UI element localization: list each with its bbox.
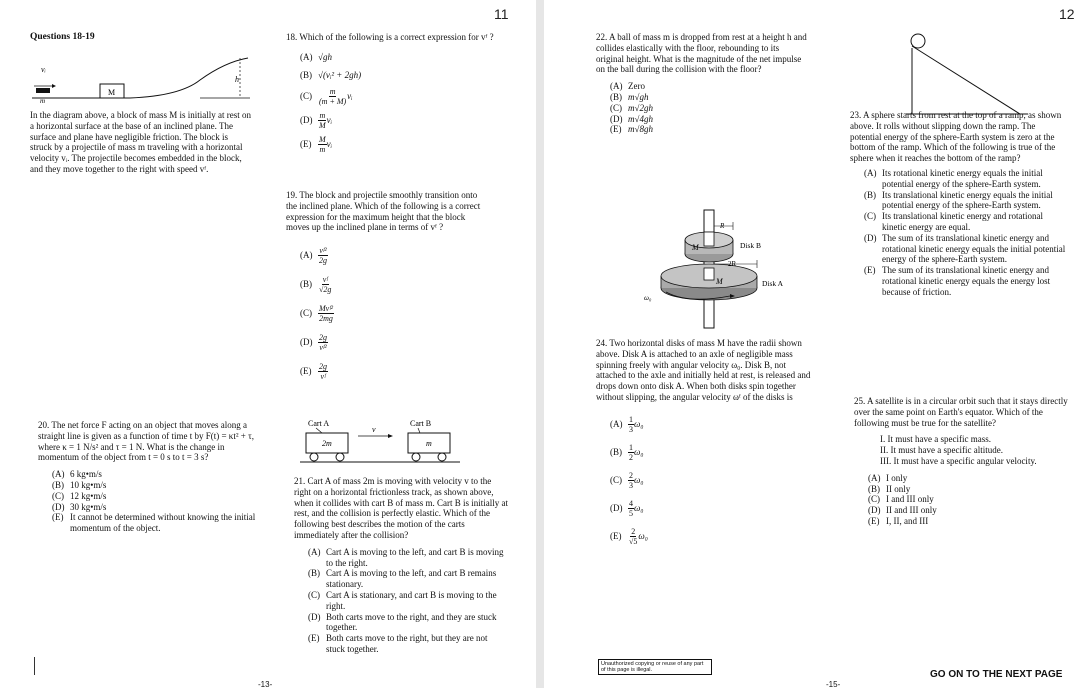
option-label: (E): [864, 265, 876, 276]
option-label: (D): [610, 113, 623, 124]
frac-num: 4: [629, 499, 633, 509]
page-footer-right: -15-: [826, 680, 841, 688]
option-text: m√4gh: [628, 113, 653, 124]
option-text: Its translational kinetic energy and rotational kinetic energy are equal.: [882, 211, 1044, 232]
frac-den: M: [319, 121, 326, 131]
page-number-right: 12: [1059, 6, 1075, 22]
block-ramp-diagram: [30, 50, 255, 105]
q25-option-d[interactable]: [868, 505, 1068, 516]
cart-b-mass: m: [426, 439, 432, 448]
frac-num: 1: [629, 415, 633, 425]
option-label: (A): [868, 472, 881, 483]
q19-option-e[interactable]: [300, 357, 486, 386]
omega0-label: ω₀: [644, 294, 652, 302]
option-label: (B): [610, 447, 622, 458]
q21-option-a[interactable]: [308, 547, 508, 569]
option-text: Both carts move to the right, but they are not stuck together.: [326, 633, 488, 654]
q20-option-a[interactable]: [52, 469, 263, 480]
right-page: [544, 0, 1080, 688]
left-page: [0, 0, 536, 688]
option-label: (C): [610, 102, 622, 113]
frac-num: Mvᶠ²: [319, 304, 334, 314]
frac-den: vᶠ²: [319, 343, 327, 353]
q21-option-c[interactable]: [308, 590, 508, 612]
option-label: (C): [864, 211, 876, 222]
question-19: [286, 190, 486, 386]
q20-option-d[interactable]: [52, 502, 263, 513]
q23-option-b[interactable]: [864, 190, 1068, 212]
frac-num: 1: [629, 443, 633, 453]
option-label: (B): [610, 91, 622, 102]
q21-option-e[interactable]: [308, 633, 508, 655]
option-tail: ω₀: [634, 475, 644, 486]
sphere-ramp-diagram: [902, 30, 1032, 120]
q18-19-text: In the diagram above, a block of mass M is initially at rest on a horizontal surface at the base of an inclined plane. The surface and plane have negligible friction. The block is struck by a projectile of mass m traveling with a horizontal velocity vᵢ. The projectile becomes embedded in the block, and they move together to the right with speed vᶠ.: [30, 110, 251, 174]
question-21: [294, 476, 508, 655]
option-label: (A): [308, 546, 321, 557]
option-label: (C): [868, 494, 880, 505]
q21-stem: 21. Cart A of mass 2m is moving with velocity v to the right on a horizontal frictionless track, as shown above, when it collides with cart B of mass m. Cart B is initially at rest, and the collision is perfectly elastic. Which of the following best describes the motion of the carts immediately after the collision?: [294, 476, 508, 540]
option-text: It cannot be determined without knowing the initial momentum of the object.: [70, 512, 256, 534]
option-label: (B): [864, 189, 876, 200]
q23-option-d[interactable]: [864, 233, 1068, 265]
option-text: I only: [886, 472, 908, 483]
option-label: (E): [300, 366, 312, 377]
option-text: Cart A is moving to the left, and cart B remains stationary.: [326, 568, 497, 590]
cart-velocity-label: v: [372, 425, 376, 434]
q23-option-a[interactable]: [864, 168, 1068, 190]
q18-option-b[interactable]: [300, 67, 496, 85]
frac-den: 5: [629, 509, 633, 519]
text-cursor: [34, 657, 35, 675]
q18-h-label: h: [235, 75, 239, 84]
option-text: Cart A is stationary, and cart B is moving to the right.: [326, 589, 497, 611]
q24-option-d[interactable]: [610, 495, 812, 523]
option-tail: vᵢ: [347, 91, 353, 102]
page-footer-left: -13-: [258, 680, 273, 688]
option-label: (E): [868, 515, 880, 526]
option-label: (A): [610, 81, 623, 92]
q18-stem: 18. Which of the following is a correct expression for vᶠ ?: [286, 32, 494, 42]
option-text: 30 kg•m/s: [70, 501, 107, 512]
q25-statement-1: I. It must have a specific mass.: [880, 434, 991, 445]
option-label: (C): [308, 589, 320, 600]
q18-19-block: [30, 32, 250, 43]
frac-num: 2g: [319, 333, 327, 343]
question-25: [854, 396, 1068, 527]
option-label: (C): [610, 475, 622, 486]
q21-option-d[interactable]: [308, 612, 508, 634]
frac-den: √2g: [319, 285, 332, 295]
option-label: (B): [868, 483, 880, 494]
q23-option-e[interactable]: [864, 265, 1068, 297]
radius-r-label: R: [720, 222, 725, 230]
q20-option-b[interactable]: [52, 480, 263, 491]
option-label: (E): [300, 139, 312, 150]
option-text: m√8gh: [628, 124, 653, 135]
q22-option-d[interactable]: [610, 114, 808, 125]
option-label: (D): [868, 505, 881, 516]
frac-num: vᶠ²: [319, 246, 327, 256]
cart-b-label: Cart B: [410, 419, 432, 428]
q24-option-b[interactable]: [610, 439, 812, 467]
option-label: (C): [300, 91, 312, 102]
option-label: (D): [300, 337, 313, 348]
question-23: [850, 110, 1068, 298]
q22-option-a[interactable]: [610, 81, 808, 92]
option-text: √gh: [318, 52, 332, 63]
q23-option-c[interactable]: [864, 211, 1068, 233]
frac-num: M: [319, 135, 326, 145]
option-text: Its rotational kinetic energy equals the initial potential energy of the sphere-Earth system.: [882, 167, 1043, 189]
option-label: (B): [300, 279, 312, 290]
q18-block-label: M: [108, 88, 116, 97]
option-label: (E): [610, 531, 622, 542]
cart-a-mass: 2m: [322, 439, 332, 448]
option-tail: ω₀: [638, 531, 648, 542]
option-text: m√gh: [628, 91, 649, 102]
option-label: (D): [300, 115, 313, 126]
disk-b-mass: M: [692, 243, 699, 252]
option-text: I, II, and III: [886, 515, 929, 526]
frac-num: 2g: [319, 362, 327, 372]
q20-option-c[interactable]: [52, 491, 263, 502]
copyright-notice: Unauthorized copying or reuse of any part of this page is illegal.: [598, 659, 712, 675]
option-label: (D): [52, 501, 65, 512]
two-disks-diagram: [640, 206, 810, 331]
option-text: The sum of its translational kinetic energy and rotational kinetic energy equals the energy lost because of friction.: [882, 265, 1051, 297]
option-label: (A): [610, 419, 623, 430]
q24-stem: 24. Two horizontal disks of mass M have the radii shown above. Disk A is attached to an axle of negligible mass spinning freely with angular velocity ω₀. Disk B, not attached to the axle and initially held at rest, is released and drops down onto disk A. When both disks spin together without slipping, the angular velocity ωᶠ of the disks is: [596, 338, 811, 402]
q19-option-a[interactable]: [300, 241, 486, 270]
q22-stem: 22. A ball of mass m is dropped from rest at a height h and collides elastically with the floor, rebounding to its original height. What is the magnitude of the net impulse on the ball during the collision with the floor?: [596, 32, 807, 75]
option-text: 12 kg•m/s: [70, 490, 107, 501]
frac-den: vᶠ: [320, 372, 326, 382]
q21-option-b[interactable]: [308, 568, 508, 590]
option-text: I and III only: [886, 494, 934, 505]
q18-v-label: vᵢ: [41, 65, 46, 74]
option-label: (E): [308, 633, 320, 644]
q20-stem: 20. The net force F acting on an object that moves along a straight line is given as a function of time t by F(t) = κt² + τ, where κ = 1 N/s² and τ = 1 N. What is the change in momentum of the object from t = 0 s to t = 3 s?: [38, 420, 254, 463]
q18-projectile-label: m: [40, 97, 46, 105]
option-tail: vᵢ: [326, 115, 333, 126]
carts-diagram: [300, 416, 460, 468]
option-text: II only: [886, 483, 911, 494]
option-label: (B): [308, 568, 320, 579]
option-text: The sum of its translational kinetic energy and rotational kinetic energy equals the initial potential energy of the sphere-Earth system.: [882, 232, 1066, 265]
option-text: Zero: [628, 81, 645, 92]
option-tail: vᵢ: [326, 139, 333, 150]
option-text: II and III only: [886, 505, 937, 516]
option-label: (D): [610, 503, 623, 514]
frac-num: m: [319, 111, 326, 121]
question-22: [596, 32, 808, 135]
option-label: (E): [52, 512, 64, 523]
option-tail: ω₀: [634, 503, 644, 514]
frac-den: 2g: [319, 256, 327, 266]
cart-a-label: Cart A: [308, 419, 330, 428]
frac-num: 2: [631, 527, 636, 537]
option-label: (A): [864, 167, 877, 178]
disk-a-mass: M: [716, 277, 723, 286]
option-tail: ω₀: [634, 447, 644, 458]
option-text: 6 kg•m/s: [70, 469, 102, 480]
q24-option-a[interactable]: [610, 411, 812, 439]
option-label: (C): [52, 490, 64, 501]
q18-19-description: [30, 110, 252, 175]
q24-option-e[interactable]: [610, 523, 812, 551]
q18-option-c[interactable]: [300, 85, 496, 109]
option-text: Both carts move to the right, and they are stuck together.: [326, 611, 497, 633]
option-text: √(vᵢ² + 2gh): [318, 70, 362, 81]
page-number-left: 11: [494, 6, 509, 22]
disk-a-label: Disk A: [762, 279, 784, 288]
frac-den: √5: [629, 537, 638, 547]
q22-option-e[interactable]: [610, 124, 808, 135]
option-label: (B): [52, 479, 64, 490]
q19-option-b[interactable]: [300, 270, 486, 299]
option-text: m√2gh: [628, 102, 653, 113]
frac-den: (m + M): [319, 97, 347, 107]
q19-option-c[interactable]: [300, 299, 486, 328]
q22-option-c[interactable]: [610, 103, 808, 114]
radius-2r-label: 2R: [728, 260, 737, 268]
q18-option-d[interactable]: [300, 109, 496, 133]
option-label: (C): [300, 308, 312, 319]
q18-option-a[interactable]: [300, 49, 496, 67]
q25-option-b[interactable]: [868, 484, 1068, 495]
frac-num: m: [329, 87, 336, 97]
option-text: Its translational kinetic energy equals the initial potential energy of the sphere-Earth system.: [882, 189, 1053, 211]
frac-num: 2: [629, 471, 633, 481]
disk-b-label: Disk B: [740, 241, 762, 250]
q18-option-e[interactable]: [300, 133, 496, 157]
go-on-next-page: GO ON TO THE NEXT PAGE: [930, 669, 1063, 680]
option-text: 10 kg•m/s: [70, 479, 107, 490]
question-20: [38, 420, 263, 534]
frac-den: 2: [629, 453, 633, 463]
q25-statement-2: II. It must have a specific altitude.: [880, 445, 1003, 456]
q25-option-e[interactable]: [868, 516, 1068, 527]
option-label: (A): [52, 469, 65, 480]
option-label: (A): [300, 250, 313, 261]
option-tail: ω₀: [634, 419, 644, 430]
q20-option-e[interactable]: [52, 512, 263, 534]
frac-den: 2mg: [319, 314, 333, 324]
q25-option-a[interactable]: [868, 473, 1068, 484]
option-label: (B): [300, 70, 312, 81]
question-24: [596, 338, 812, 551]
option-label: (A): [300, 52, 313, 63]
frac-den: m: [319, 145, 326, 155]
q22-option-b[interactable]: [610, 92, 808, 103]
q19-stem: 19. The block and projectile smoothly transition onto the inclined plane. Which of the following is a correct expression for the maximum height that the block moves up the inclined plane in terms of vᶠ ?: [286, 190, 481, 233]
frac-num: vᶠ: [322, 275, 328, 285]
q25-stem: 25. A satellite is in a circular orbit such that it stays directly over the same point on Earth's equator. Which of the following must be true for the satellite?: [854, 396, 1068, 428]
option-label: (E): [610, 124, 622, 135]
q24-option-c[interactable]: [610, 467, 812, 495]
q19-option-d[interactable]: [300, 328, 486, 357]
question-18: [286, 32, 496, 157]
q25-option-c[interactable]: [868, 494, 1068, 505]
frac-den: 3: [629, 481, 633, 491]
q18-19-heading: Questions 18-19: [30, 32, 95, 42]
q25-statement-3: III. It must have a specific angular velocity.: [880, 455, 1037, 466]
option-label: (D): [308, 611, 321, 622]
q23-stem: 23. A sphere starts from rest at the top of a ramp, as shown above. It rolls without slipping down the ramp. The potential energy of the sphere-Earth system is zero at the bottom of the ramp. Which of the following is true of the sphere when it reaches the bottom of the ramp?: [850, 110, 1062, 164]
option-text: Cart A is moving to the left, and cart B is moving to the right.: [326, 546, 504, 568]
frac-den: 3: [629, 425, 633, 435]
option-label: (D): [864, 232, 877, 243]
